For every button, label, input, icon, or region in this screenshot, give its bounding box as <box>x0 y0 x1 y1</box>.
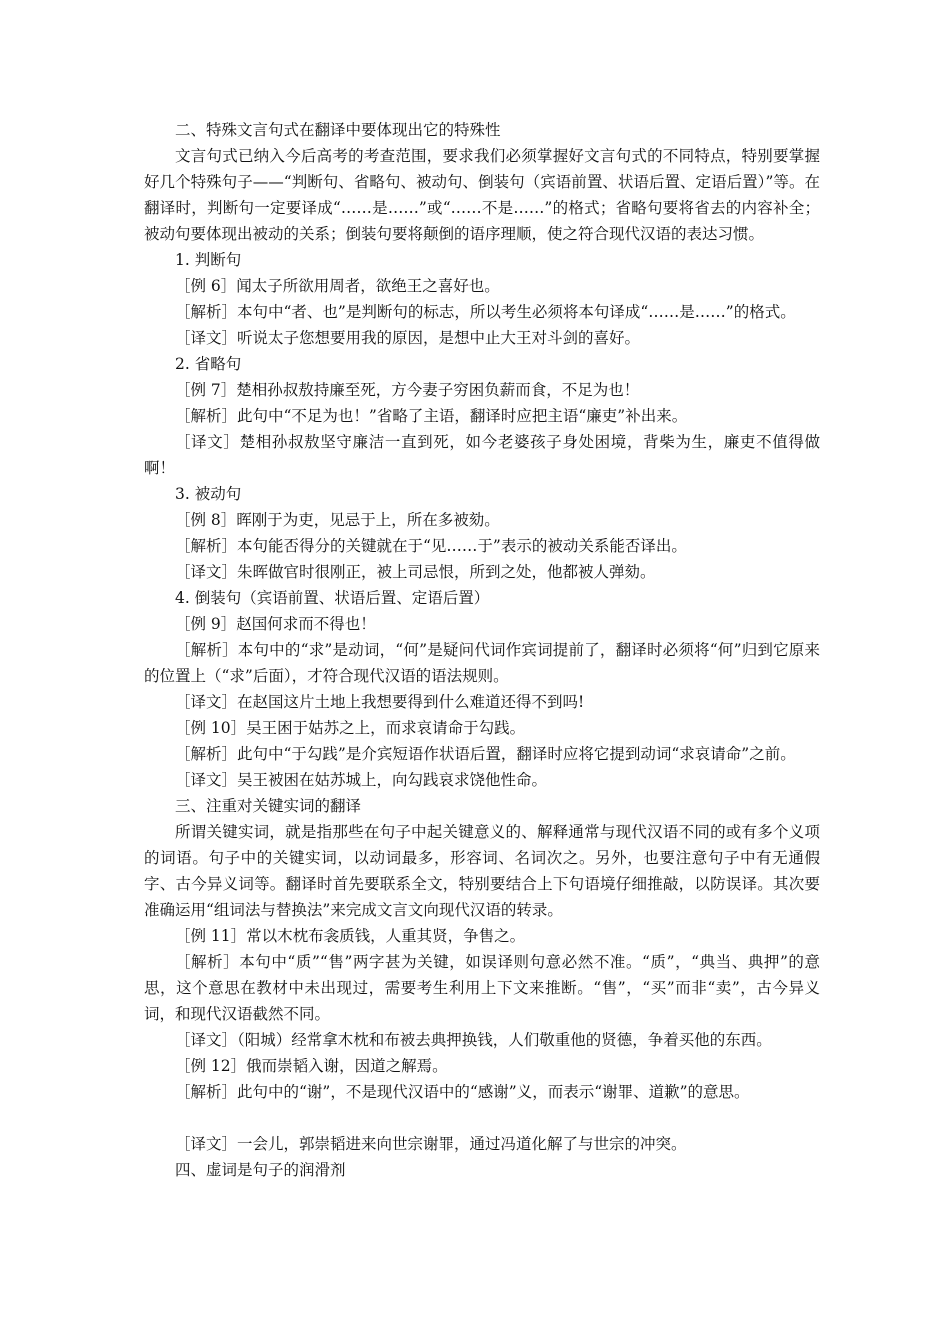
body-paragraph: 文言句式已纳入今后高考的考查范围，要求我们必须掌握好文言句式的不同特点，特别要掌握好几个特殊句子——“判断句、省略句、被动句、倒装句（宾语前置、状语后置、定语后置）”等。在翻译时，判断句一定要译成“……是……”或“……不是……”的格式；省略句要将省去的内容补全；被动句要体现出被动的关系；倒装句要将颠倒的语序理顺，使之符合现代汉语的表达习惯。 <box>144 147 820 243</box>
analysis-12: ［解析］此句中的“谢”，不是现代汉语中的“感谢”义，而表示“谢罪、道歉”的意思。 <box>175 1083 750 1101</box>
analysis-10: ［解析］此句中“于勾践”是介宾短语作状语后置，翻译时应将它提到动词“求哀请命”之前。 <box>175 745 796 763</box>
analysis-7: ［解析］此句中“不足为也！”省略了主语，翻译时应把主语“廉吏”补出来。 <box>175 407 688 425</box>
translation-10: ［译文］吴王被困在姑苏城上，向勾践哀求饶他性命。 <box>175 771 548 789</box>
translation-12: ［译文］一会儿，郭崇韬进来向世宗谢罪，通过冯道化解了与世宗的冲突。 <box>175 1135 687 1153</box>
analysis-11: ［解析］本句中“质”“售”两字甚为关键，如误译则句意必然不准。“质”，“典当、典押”的意思，这个意思在教材中未出现过，需要考生利用上下文来推断。“售”，“买”而非“卖”，古今异义词，和现代汉语截然不同。 <box>144 953 820 1023</box>
example-12: ［例 12］俄而崇韬入谢，因道之解焉。 <box>175 1057 448 1075</box>
subheading-omission: 2. 省略句 <box>175 355 242 373</box>
body-paragraph: 所谓关键实词，就是指那些在句子中起关键意义的、解释通常与现代汉语不同的或有多个义项的词语。句子中的关键实词，以动词最多，形容词、名词次之。另外，也要注意句子中有无通假字、古今异义词等。翻译时首先要联系全文，特别要结合上下句语境仔细推敲，以防误译。其次要准确运用“组词法与替换法”来完成文言文向现代汉语的转录。 <box>144 823 820 919</box>
subheading-passive: 3. 被动句 <box>175 485 242 503</box>
analysis-9: ［解析］本句中的“求”是动词，“何”是疑问代词作宾词提前了，翻译时必须将“何”归到它原来的位置上（“求”后面），才符合现代汉语的语法规则。 <box>144 641 820 685</box>
translation-8: ［译文］朱晖做官时很刚正，被上司忌恨，所到之处，他都被人弹劾。 <box>175 563 656 581</box>
analysis-8: ［解析］本句能否得分的关键就在于“见……于”表示的被动关系能否译出。 <box>175 537 687 555</box>
document-body <box>144 117 820 1183</box>
section-heading-2: 二、特殊文言句式在翻译中要体现出它的特殊性 <box>175 121 501 139</box>
example-8: ［例 8］晖刚于为吏，见忌于上，所在多被劾。 <box>175 511 500 529</box>
example-9: ［例 9］赵国何求而不得也！ <box>175 615 376 633</box>
analysis-6: ［解析］本句中“者、也”是判断句的标志，所以考生必须将本句译成“……是……”的格式。 <box>175 303 796 321</box>
section-heading-4: 四、虚词是句子的润滑剂 <box>175 1161 346 1179</box>
subheading-judgment: 1. 判断句 <box>175 251 242 269</box>
translation-9: ［译文］在赵国这片土地上我想要得到什么难道还得不到吗! <box>175 693 585 711</box>
translation-6: ［译文］听说太子您想要用我的原因，是想中止大王对斗剑的喜好。 <box>175 329 641 347</box>
example-10: ［例 10］吴王困于姑苏之上，而求哀请命于勾践。 <box>175 719 526 737</box>
translation-7: ［译文］楚相孙叔敖坚守廉洁一直到死，如今老婆孩子身处困境，背柴为生，廉吏不值得做啊！ <box>144 433 820 477</box>
example-11: ［例 11］常以木枕布衾质钱，人重其贤，争售之。 <box>175 927 526 945</box>
translation-11: ［译文］（阳城）经常拿木枕和布被去典押换钱，人们敬重他的贤德，争着买他的东西。 <box>175 1031 772 1049</box>
blank-line <box>144 1105 820 1131</box>
section-heading-3: 三、注重对关键实词的翻译 <box>175 797 362 815</box>
example-6: ［例 6］闻太子所欲用周者，欲绝王之喜好也。 <box>175 277 500 295</box>
subheading-inversion: 4. 倒装句（宾语前置、状语后置、定语后置） <box>175 589 490 607</box>
example-7: ［例 7］楚相孙叔敖持廉至死，方今妻子穷困负薪而食，不足为也！ <box>175 381 640 399</box>
